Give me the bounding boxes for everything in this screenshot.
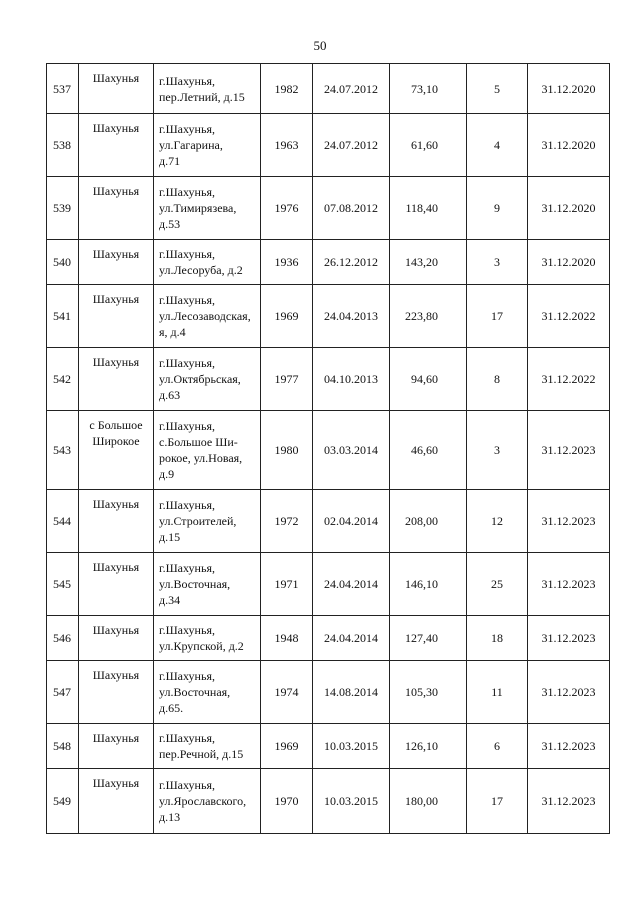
row-count: 4	[467, 114, 528, 177]
row-deadline: 31.12.2020	[528, 114, 610, 177]
row-count: 3	[467, 240, 528, 285]
row-year: 1948	[261, 616, 313, 661]
row-area: 46,60	[390, 411, 467, 490]
page-number: 50	[313, 38, 327, 53]
row-number: 539	[47, 177, 79, 240]
address-line: д.63	[159, 388, 181, 402]
row-address	[154, 348, 261, 411]
row-count: 25	[467, 553, 528, 616]
row-address	[154, 411, 261, 490]
address-line: рокое, ул.Новая,	[159, 451, 243, 465]
address-line: г.Шахунья,	[159, 122, 215, 136]
table-row	[47, 490, 610, 553]
row-count: 17	[467, 285, 528, 348]
row-count: 17	[467, 769, 528, 834]
address-line: г.Шахунья,	[159, 498, 215, 512]
address-line: ул.Лесоруба, д.2	[159, 263, 243, 277]
row-date: 24.04.2013	[313, 285, 390, 348]
row-deadline: 31.12.2023	[528, 769, 610, 834]
table-row	[47, 661, 610, 724]
row-number: 542	[47, 348, 79, 411]
table-body	[47, 64, 610, 834]
table-row	[47, 724, 610, 769]
address-line: д.53	[159, 217, 181, 231]
row-count: 3	[467, 411, 528, 490]
row-count: 9	[467, 177, 528, 240]
row-number: 540	[47, 240, 79, 285]
housing-registry-table	[46, 63, 610, 834]
row-date: 14.08.2014	[313, 661, 390, 724]
address-line: г.Шахунья,	[159, 73, 215, 88]
row-locality: Шахунья	[79, 490, 154, 553]
row-address	[154, 553, 261, 616]
row-date: 10.03.2015	[313, 724, 390, 769]
row-number: 545	[47, 553, 79, 616]
row-date: 24.07.2012	[313, 114, 390, 177]
row-locality: Шахунья	[79, 769, 154, 834]
row-year: 1977	[261, 348, 313, 411]
table-row	[47, 177, 610, 240]
address-line: г.Шахунья,	[159, 419, 215, 433]
row-deadline: 31.12.2020	[528, 64, 610, 114]
address-line: г.Шахунья,	[159, 247, 215, 261]
row-locality: Шахунья	[79, 114, 154, 177]
row-deadline: 31.12.2023	[528, 724, 610, 769]
address-line: г.Шахунья,	[159, 731, 215, 745]
row-number: 549	[47, 769, 79, 834]
row-number: 546	[47, 616, 79, 661]
row-address	[154, 114, 261, 177]
address-line: д.15	[159, 530, 181, 544]
row-locality: Шахунья	[79, 64, 154, 114]
address-line: г.Шахунья,	[159, 778, 215, 792]
row-date: 03.03.2014	[313, 411, 390, 490]
row-address	[154, 177, 261, 240]
table-row	[47, 285, 610, 348]
address-line: я, д.4	[159, 325, 186, 339]
row-locality: Шахунья	[79, 724, 154, 769]
address-line: ул.Гагарина,	[159, 138, 223, 152]
address-line: д.13	[159, 810, 181, 824]
row-deadline: 31.12.2020	[528, 240, 610, 285]
address-line: ул.Октябрьская,	[159, 372, 241, 386]
row-date: 24.07.2012	[313, 64, 390, 114]
row-locality: Шахунья	[79, 240, 154, 285]
row-count: 6	[467, 724, 528, 769]
row-count: 5	[467, 64, 528, 114]
row-number: 538	[47, 114, 79, 177]
address-line: ул.Строителей,	[159, 514, 237, 528]
row-locality: с Большое Широкое	[79, 411, 154, 490]
address-line: д.34	[159, 593, 181, 607]
row-locality: Шахунья	[79, 616, 154, 661]
row-locality: Шахунья	[79, 661, 154, 724]
row-deadline: 31.12.2023	[528, 661, 610, 724]
row-address	[154, 616, 261, 661]
row-deadline: 31.12.2023	[528, 616, 610, 661]
row-address	[154, 64, 261, 114]
row-number: 537	[47, 64, 79, 114]
table-row	[47, 769, 610, 834]
row-number: 547	[47, 661, 79, 724]
table-row	[47, 240, 610, 285]
row-number: 543	[47, 411, 79, 490]
table-row	[47, 348, 610, 411]
row-date: 07.08.2012	[313, 177, 390, 240]
row-deadline: 31.12.2022	[528, 348, 610, 411]
address-line: г.Шахунья,	[159, 669, 215, 683]
row-area: 146,10	[390, 553, 467, 616]
row-address	[154, 240, 261, 285]
row-count: 12	[467, 490, 528, 553]
address-line: ул.Восточная,	[159, 685, 231, 699]
table-row	[47, 64, 610, 114]
row-date: 26.12.2012	[313, 240, 390, 285]
row-date: 04.10.2013	[313, 348, 390, 411]
address-line: пер.Речной, д.15	[159, 747, 244, 761]
address-line: г.Шахунья,	[159, 356, 215, 370]
row-area: 61,60	[390, 114, 467, 177]
row-year: 1974	[261, 661, 313, 724]
row-number: 548	[47, 724, 79, 769]
row-area: 180,00	[390, 769, 467, 834]
row-year: 1982	[261, 64, 313, 114]
row-address	[154, 769, 261, 834]
row-deadline: 31.12.2023	[528, 411, 610, 490]
address-line: д.71	[159, 154, 181, 168]
address-line: ул.Восточная,	[159, 577, 231, 591]
row-address	[154, 490, 261, 553]
row-year: 1970	[261, 769, 313, 834]
row-number: 544	[47, 490, 79, 553]
table-row	[47, 411, 610, 490]
row-area: 105,30	[390, 661, 467, 724]
row-year: 1936	[261, 240, 313, 285]
row-count: 8	[467, 348, 528, 411]
row-deadline: 31.12.2023	[528, 553, 610, 616]
row-area: 143,20	[390, 240, 467, 285]
row-date: 24.04.2014	[313, 553, 390, 616]
row-year: 1969	[261, 724, 313, 769]
row-number: 541	[47, 285, 79, 348]
row-year: 1963	[261, 114, 313, 177]
row-deadline: 31.12.2020	[528, 177, 610, 240]
address-line: с.Большое Ши-	[159, 435, 238, 449]
row-year: 1971	[261, 553, 313, 616]
row-year: 1972	[261, 490, 313, 553]
address-line: г.Шахунья,	[159, 561, 215, 575]
row-locality: Шахунья	[79, 177, 154, 240]
row-locality: Шахунья	[79, 553, 154, 616]
row-area: 208,00	[390, 490, 467, 553]
row-year: 1976	[261, 177, 313, 240]
address-line: г.Шахунья,	[159, 623, 215, 637]
address-line: пер.Летний, д.15	[159, 89, 245, 104]
table-row	[47, 114, 610, 177]
address-line: ул.Лесозаводская,	[159, 309, 251, 323]
row-area: 127,40	[390, 616, 467, 661]
row-deadline: 31.12.2022	[528, 285, 610, 348]
row-area: 223,80	[390, 285, 467, 348]
address-line: д.9	[159, 467, 175, 481]
row-deadline: 31.12.2023	[528, 490, 610, 553]
address-line: г.Шахунья,	[159, 185, 215, 199]
row-area: 94,60	[390, 348, 467, 411]
address-line: ул.Крупской, д.2	[159, 639, 244, 653]
row-locality: Шахунья	[79, 348, 154, 411]
row-date: 24.04.2014	[313, 616, 390, 661]
row-address	[154, 285, 261, 348]
row-area: 73,10	[390, 64, 467, 114]
row-area: 118,40	[390, 177, 467, 240]
address-line: ул.Тимирязева,	[159, 201, 237, 215]
row-address	[154, 661, 261, 724]
row-count: 11	[467, 661, 528, 724]
address-line: д.65.	[159, 701, 184, 715]
row-count: 18	[467, 616, 528, 661]
address-line: г.Шахунья,	[159, 293, 215, 307]
table-row	[47, 616, 610, 661]
row-address	[154, 724, 261, 769]
row-date: 10.03.2015	[313, 769, 390, 834]
table-row	[47, 553, 610, 616]
row-date: 02.04.2014	[313, 490, 390, 553]
address-line: ул.Ярославского,	[159, 794, 247, 808]
row-locality: Шахунья	[79, 285, 154, 348]
row-year: 1980	[261, 411, 313, 490]
row-year: 1969	[261, 285, 313, 348]
row-area: 126,10	[390, 724, 467, 769]
